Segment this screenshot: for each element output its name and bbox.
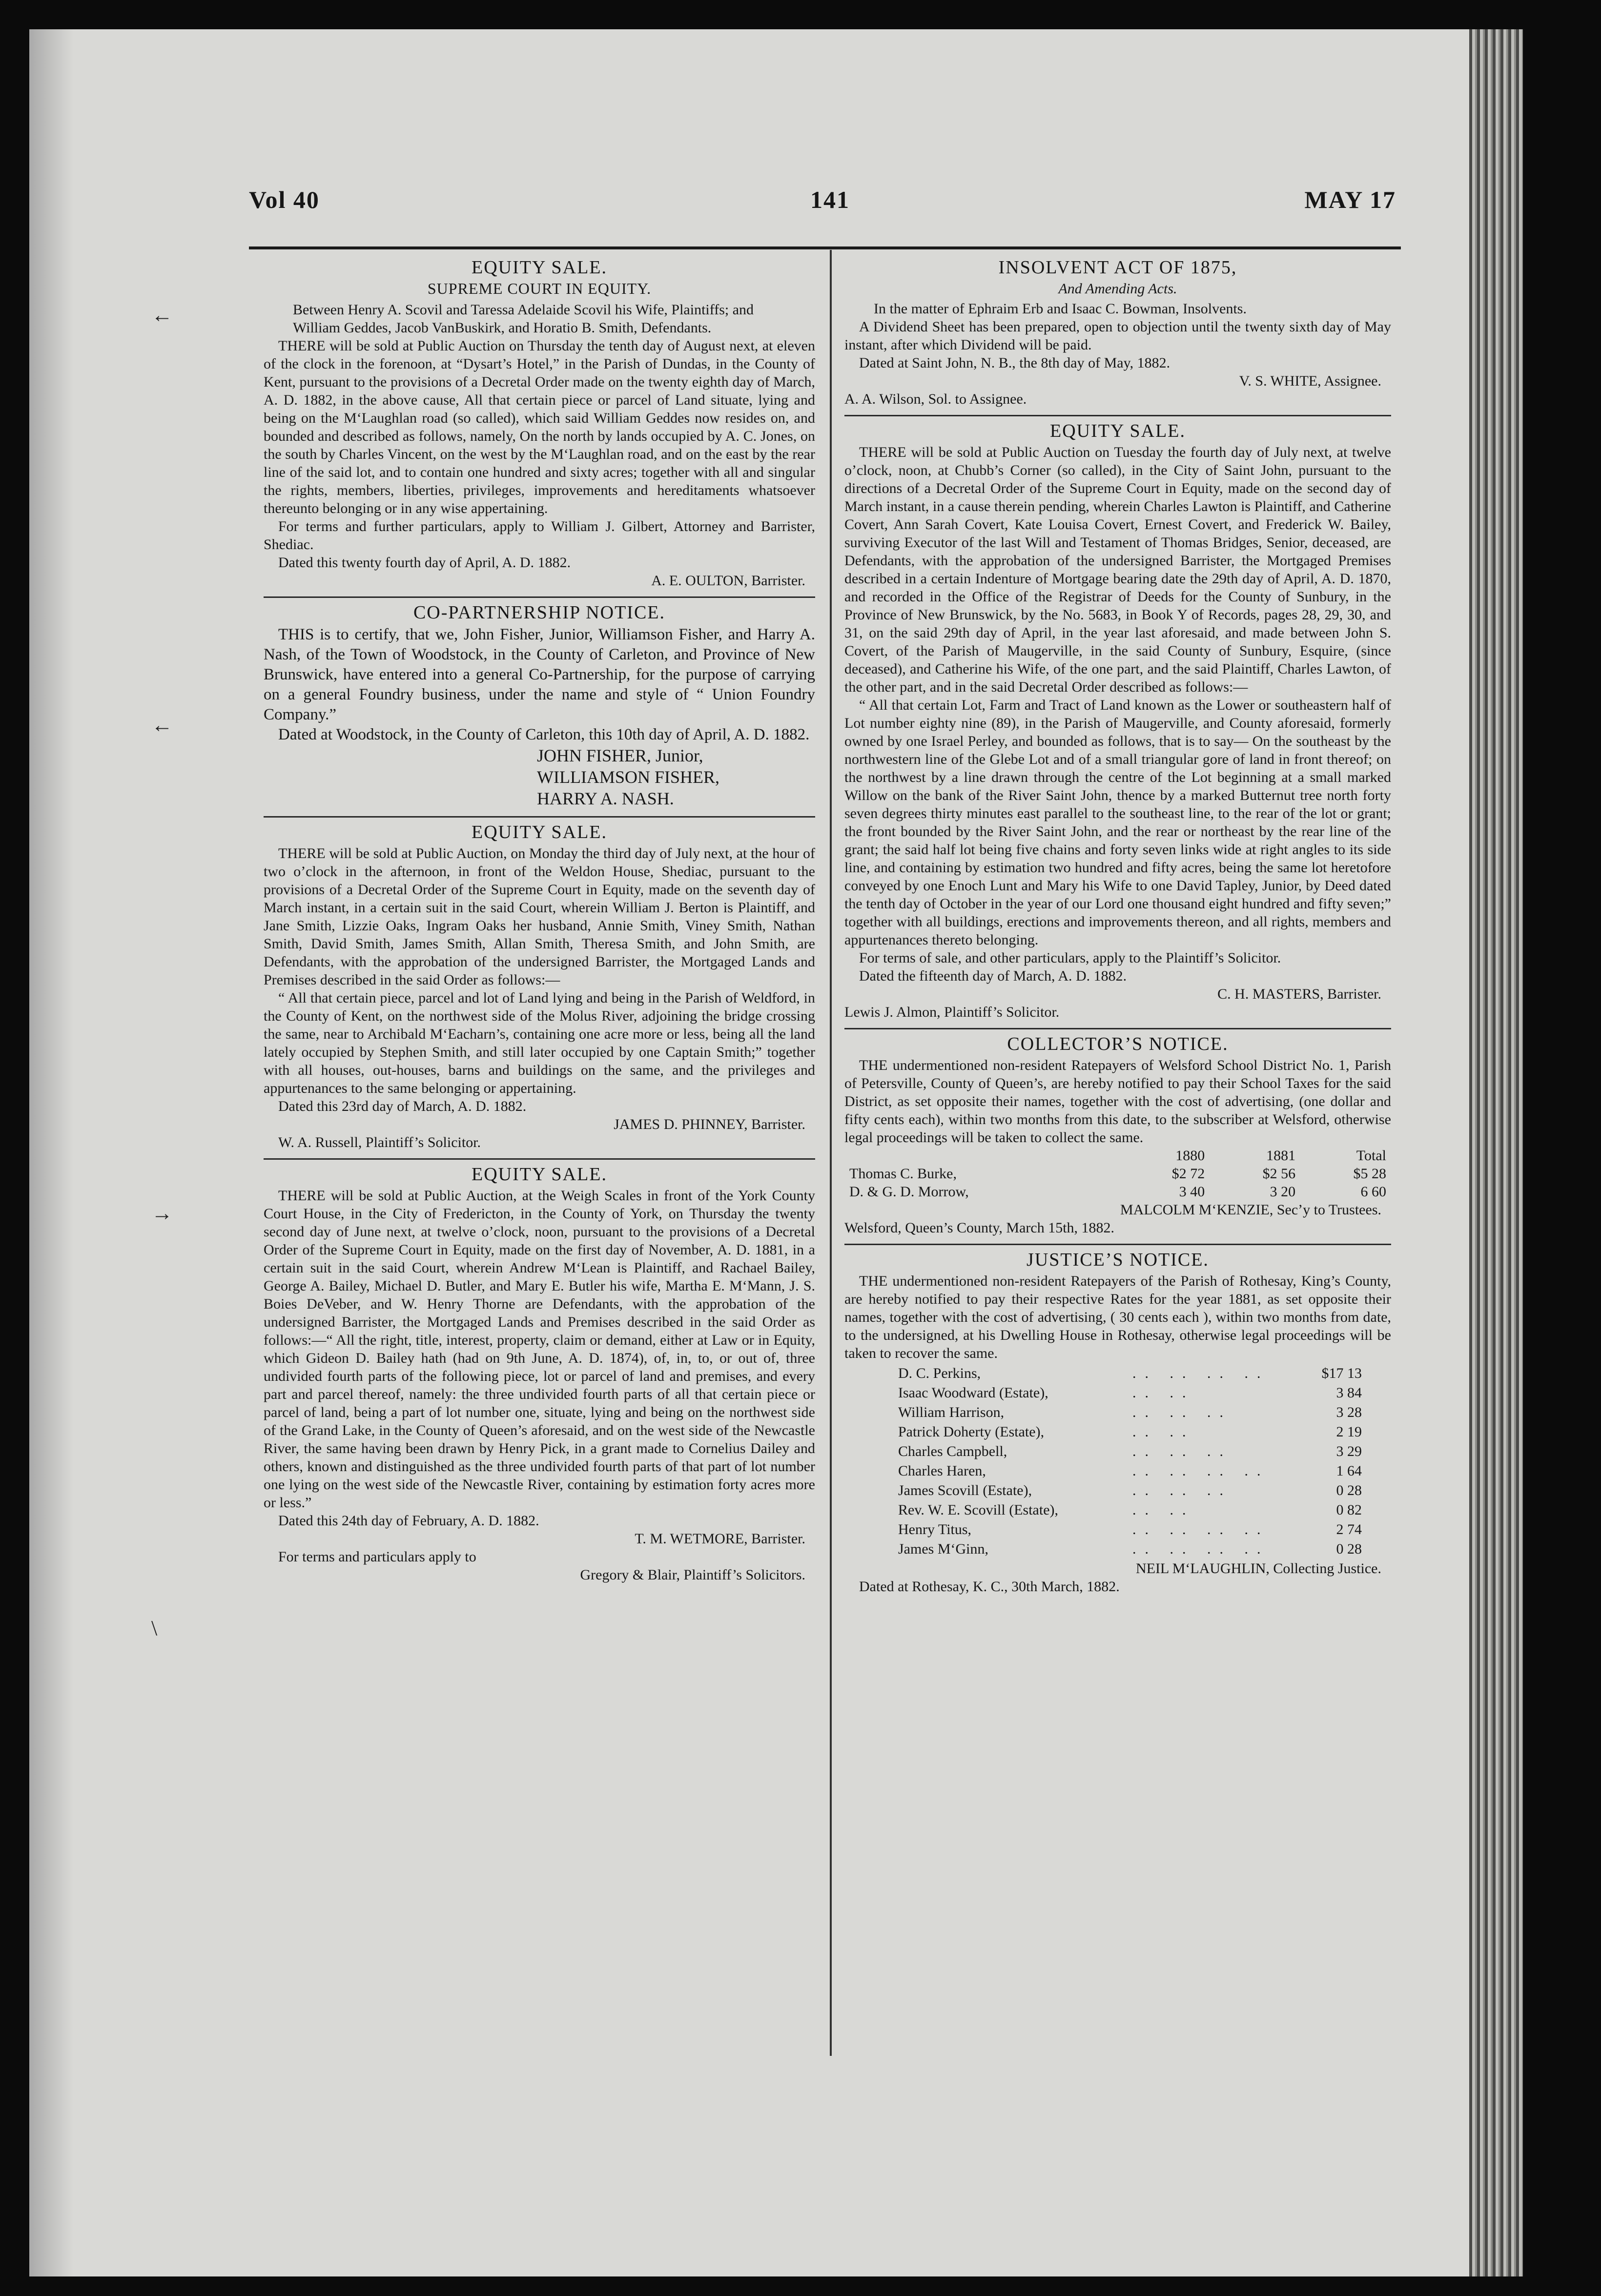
table-row xyxy=(844,1165,1391,1183)
equity-sale-notice-dundas xyxy=(264,259,815,590)
leader-dots: .. .. xyxy=(1132,1424,1195,1440)
notice-separator xyxy=(844,1028,1391,1029)
notice-separator xyxy=(264,816,815,818)
leader-dots: .. .. xyxy=(1132,1502,1195,1518)
column-divider xyxy=(830,250,832,2056)
solicitor: Gregory & Blair, Plaintiff’s Solicitors. xyxy=(580,1567,805,1583)
insolvency-matter: In the matter of Ephraim Erb and Isaac C. Bowman, Insolvents. xyxy=(874,301,1247,317)
rate-amount: 2 74 xyxy=(1336,1521,1362,1538)
list-item xyxy=(844,1384,1391,1403)
plaintiffs: Between Henry A. Scovil and Taressa Adelaide Scovil his Wife, Plaintiffs; and xyxy=(293,302,754,318)
amount-1881: $2 56 xyxy=(1262,1166,1296,1182)
property-description: “ All that certain piece, parcel and lot of Land lying and being in the Parish of Weldford, in the County of Kent, on the northwest side of the Molus River, adjoining the bridge crossing the same, near to Archibald M‘Eacharn’s, containing one acre more or less, being all the land lately occupied by Stephen Smith, and still later occupied by one Captain Smith;” together with all houses, out-houses, barns and buildings on the same, and the privileges and appurtenances to the same belonging or appertaining. xyxy=(264,990,815,1096)
ratepayer-name: Charles Haren, xyxy=(898,1463,986,1479)
rate-amount: 0 82 xyxy=(1336,1502,1362,1518)
leader-dots: .. .. .. .. xyxy=(1132,1521,1270,1538)
amount-1880: 3 40 xyxy=(1179,1184,1205,1200)
notice-dated: Dated this 24th day of February, A. D. 1882. xyxy=(278,1513,539,1529)
notice-title: COLLECTOR’S NOTICE. xyxy=(1007,1034,1229,1054)
notice-separator xyxy=(844,1244,1391,1245)
ratepayer-name: Patrick Doherty (Estate), xyxy=(898,1424,1045,1440)
amount-total: 6 60 xyxy=(1360,1184,1386,1200)
rate-amount: 3 28 xyxy=(1336,1404,1362,1420)
column-header: 1880 xyxy=(1175,1148,1205,1164)
list-item xyxy=(844,1501,1391,1520)
ratepayer-name: Isaac Woodward (Estate), xyxy=(898,1385,1048,1401)
equity-sale-notice-saint-john xyxy=(844,422,1391,1021)
collectors-notice xyxy=(844,1035,1391,1237)
property-description: “ All that certain Lot, Farm and Tract of Land known as the Lower or southeastern half of Lot number eighty nine (89), in the Parish of Maugerville, and County aforesaid, formerly owned by one Israel Perley, and bounded as follows, that is to say— On the southeast by the northwestern line of the Glebe Lot and of a small triangular gore of land in front thereof; on the northwest by a line drawn through the centre of the Lot beginning at a small marked Willow on the bank of the River Saint John, thence by a marked Butternut tree north forty seven degrees thirty minutes east parallel to the southeast line, to the rear of the lot or grant; the front bounded by the River Saint John, and the rear or northeast by the rear line of the grant; the said half lot being five chains and forty seven links wide at right angles to its side line, and containing by estimation two hundred and fifty acres, being the same lot heretofore conveyed by one Enoch Lunt and Mary his Wife to one David Tapley, Junior, by Deed dated the tenth day of October in the year of our Lord one thousand eight hundred and fifty seven;” together with all buildings, erections and improvements thereon, and all rights, members and appurtenances thereto belonging. xyxy=(844,697,1391,948)
notice-separator xyxy=(264,1158,815,1160)
list-item xyxy=(844,1462,1391,1481)
notice-signature: T. M. WETMORE, Barrister. xyxy=(635,1531,805,1547)
insolvent-act-notice xyxy=(844,259,1391,408)
solicitor: W. A. Russell, Plaintiff’s Solicitor. xyxy=(278,1134,481,1150)
notice-body: THERE will be sold at Public Auction on Thursday the tenth day of August next, at eleven of the clock in the forenoon, at “Dysart’s Hotel,” in the Parish of Dundas, in the County of Kent, pursuant to the provisions of a Decretal Order made on the twenty eighth day of March, A. D. 1882, in the above cause, All that certain piece or parcel of Land situate, lying and being on the M‘Laughlan road (so called), which said William Geddes now resides on, and bounded and described as follows, namely, On the north by lands occupied by A. C. Jones, on the south by Charles Vincent, on the west by the M‘Laughlan road, and on the east by the rear line of the said lot, and to contain one hundred and sixty acres; together with all and singular the rights, members, liberties, privileges, improvements and hereditaments whatsoever thereunto belonging or in any wise appertaining. xyxy=(264,338,815,516)
notice-title: INSOLVENT ACT OF 1875, xyxy=(998,257,1237,278)
page-gutter xyxy=(29,29,73,2276)
header-rule xyxy=(249,246,1401,249)
page-number: 141 xyxy=(810,186,850,213)
list-item xyxy=(844,1520,1391,1540)
list-item xyxy=(844,1423,1391,1442)
volume-number: Vol 40 xyxy=(249,186,320,213)
notice-body: A Dividend Sheet has been prepared, open to objection until the twenty sixth day of May instant, after which Dividend will be paid. xyxy=(844,319,1391,353)
leader-dots: .. .. .. xyxy=(1132,1482,1232,1498)
amount-1880: $2 72 xyxy=(1171,1166,1205,1182)
ratepayer-name: Henry Titus, xyxy=(898,1521,972,1538)
ratepayer-name: Charles Campbell, xyxy=(898,1443,1007,1459)
ratepayer-name: William Harrison, xyxy=(898,1404,1005,1420)
co-partnership-notice xyxy=(264,604,815,809)
rate-amount: 1 64 xyxy=(1336,1463,1362,1479)
notice-title: CO-PARTNERSHIP NOTICE. xyxy=(413,602,666,623)
notice-body: THERE will be sold at Public Auction on Tuesday the fourth day of July next, at twelve o’clock, noon, at Chubb’s Corner (so called), in the City of Saint John, pursuant to the directions of a Decretal Order of the Supreme Court in Equity, made on the second day of March instant, in a cause therein pending, wherein Charles Lawton is Plaintiff, and Catherine Covert, Ann Sarah Covert, Kate Louisa Covert, Ernest Covert, and Frederick W. Bailey, surviving Executor of the last Will and Testament of Thomas Bridges, Senior, deceased, are Defendants, with the approbation of the undersigned Barrister, the Mortgaged Premises described in a certain Indenture of Mortgage bearing date the 29th day of April, A. D. 1870, and recorded in the Office of the Registrar of Deeds for the County of Sunbury, in the Province of New Brunswick, by the No. 5683, in Book Y of Records, pages 28, 29, 30, and 31, on the said 29th day of April, in the year last aforesaid, and made between John S. Covert, of the Parish of Maugerville, in the said County of Sunbury, Esquire, (since deceased), and Catherine his Wife, of the one part, and the said Plaintiff, Charles Lawton, of the other part, and in the said Decretal Order described as follows:— xyxy=(844,444,1391,695)
court-name: SUPREME COURT IN EQUITY. xyxy=(427,280,652,297)
list-item xyxy=(844,1403,1391,1423)
ratepayer-name: D. & G. D. Morrow, xyxy=(849,1184,969,1200)
equity-sale-notice-shediac xyxy=(264,823,815,1151)
notice-body: THIS is to certify, that we, John Fisher, Junior, Williamson Fisher, and Harry A. Nash, of the Town of Woodstock, in the County of Carleton, and Province of New Brunswick, have entered into a general Co-Partnership, for the purpose of carrying on a general Foundry business, under the name and style of “ Union Foundry Company.” xyxy=(264,626,815,723)
signatory: WILLIAMSON FISHER, xyxy=(537,767,719,787)
notice-body: THERE will be sold at Public Auction, at the Weigh Scales in front of the York County Court House, in the City of Fredericton, in the County of York, on Thursday the twenty second day of June next, at twelve o’clock, noon, pursuant to the provisions of a Decretal Order of the Supreme Court in Equity, made on the first day of November, A. D. 1881, in a certain suit in the said Court, wherein Andrew M‘Lean is Plaintiff, and Rachael Bailey, George A. Bailey, Michael D. Butler, and Mary E. Butler his wife, Martha E. M‘Mann, J. S. Boies DeVeber, and W. Henry Thorne are Defendants, with the approbation of the undersigned Barrister, the Mortgaged Lands and Premises described in the said Order as follows:—“ All the right, title, interest, property, claim or demand, either at Law or in Equity, which Gideon D. Bailey hath (had on 9th June, A. D. 1874), of, in, to, or out of, three undivided fourth parts of the following piece, lot or parcel of land and premises, and every part and parcel thereof, namely: the three undivided fourth parts of all that certain piece or parcel of land, being a part of lot number one, situate, lying and being on the northwest side of the Grand Lake, in the County of Queen’s aforesaid, and on the west side of the Newcastle River, the same having been drawn by Henry Pick, in a grant made to Cornelius Dailey and others, known and distinguished as the three undivided fourth parts of that part of lot number one lying on the west side of the Newcastle River, containing by estimation forty acres more or less.” xyxy=(264,1188,815,1511)
notice-dated: Dated at Saint John, N. B., the 8th day of May, 1882. xyxy=(859,355,1170,371)
rate-amount: 3 29 xyxy=(1336,1443,1362,1459)
ratepayer-list xyxy=(844,1364,1391,1559)
notice-terms: For terms of sale, and other particulars, apply to the Plaintiff’s Solicitor. xyxy=(859,950,1281,966)
margin-mark: ← xyxy=(151,303,173,327)
notice-title: EQUITY SALE. xyxy=(1050,421,1186,441)
notice-signature: MALCOLM M‘KENZIE, Sec’y to Trustees. xyxy=(1120,1202,1381,1218)
table-header-row xyxy=(844,1147,1391,1165)
right-column xyxy=(844,259,1391,1596)
notice-title: EQUITY SALE. xyxy=(472,1164,607,1185)
notice-dated: Dated the fifteenth day of March, A. D. 1882. xyxy=(859,968,1127,984)
ratepayer-name: James Scovill (Estate), xyxy=(898,1482,1032,1498)
rate-amount: 3 84 xyxy=(1336,1385,1362,1401)
ratepayer-name: Thomas C. Burke, xyxy=(849,1166,957,1182)
notice-signature: C. H. MASTERS, Barrister. xyxy=(1217,986,1381,1002)
ratepayer-name: Rev. W. E. Scovill (Estate), xyxy=(898,1502,1059,1518)
leader-dots: .. .. .. xyxy=(1132,1443,1232,1459)
solicitor: Lewis J. Almon, Plaintiff’s Solicitor. xyxy=(844,1004,1060,1020)
ratepayer-name: D. C. Perkins, xyxy=(898,1365,981,1381)
notice-dated: Dated this twenty fourth day of April, A. D. 1882. xyxy=(278,554,571,571)
signatory: JOHN FISHER, Junior, xyxy=(537,746,703,765)
leader-dots: .. .. .. xyxy=(1132,1404,1232,1420)
list-item xyxy=(844,1481,1391,1501)
column-header: Total xyxy=(1356,1148,1386,1164)
tax-table xyxy=(844,1147,1391,1201)
column-header: 1881 xyxy=(1266,1148,1296,1164)
gazette-page xyxy=(29,29,1523,2276)
notice-dated: Dated at Woodstock, in the County of Carleton, this 10th day of April, A. D. 1882. xyxy=(278,726,810,743)
running-header xyxy=(249,185,1396,244)
margin-mark: \ xyxy=(151,1616,158,1640)
solicitor: A. A. Wilson, Sol. to Assignee. xyxy=(844,391,1027,407)
list-item xyxy=(844,1442,1391,1462)
ratepayer-name: James M‘Ginn, xyxy=(898,1541,988,1557)
notice-title: JUSTICE’S NOTICE. xyxy=(1026,1250,1209,1270)
notice-dated: Dated this 23rd day of March, A. D. 1882. xyxy=(278,1098,527,1114)
notice-signature: NEIL M‘LAUGHLIN, Collecting Justice. xyxy=(1136,1560,1381,1577)
leader-dots: .. .. xyxy=(1132,1385,1195,1401)
rate-amount: 0 28 xyxy=(1336,1482,1362,1498)
list-item xyxy=(844,1364,1391,1384)
leader-dots: .. .. .. .. xyxy=(1132,1541,1270,1557)
amount-1881: 3 20 xyxy=(1270,1184,1296,1200)
notice-title: EQUITY SALE. xyxy=(472,822,607,842)
amount-total: $5 28 xyxy=(1353,1166,1386,1182)
notice-terms: For terms and further particulars, apply to William J. Gilbert, Attorney and Barrister, Shediac. xyxy=(264,518,815,553)
notice-terms: For terms and particulars apply to xyxy=(278,1549,476,1565)
leader-dots: .. .. .. .. xyxy=(1132,1463,1270,1479)
notice-dated: Dated at Rothesay, K. C., 30th March, 1882. xyxy=(859,1578,1120,1595)
notice-signature: V. S. WHITE, Assignee. xyxy=(1239,373,1381,389)
issue-date: MAY 17 xyxy=(1304,186,1396,213)
notice-subtitle: And Amending Acts. xyxy=(1058,281,1177,297)
notice-title: EQUITY SALE. xyxy=(472,257,607,278)
rate-amount: $17 13 xyxy=(1321,1365,1362,1381)
defendants: William Geddes, Jacob VanBuskirk, and Horatio B. Smith, Defendants. xyxy=(293,320,712,336)
notice-dated: Welsford, Queen’s County, March 15th, 1882. xyxy=(844,1220,1115,1236)
leader-dots: .. .. .. .. xyxy=(1132,1365,1270,1381)
notice-body: THE undermentioned non-resident Ratepayers of the Parish of Rothesay, King’s County, are hereby notified to pay their respective Rates for the year 1881, as set opposite their names, together with the cost of advertising, ( 30 cents each ), within two months from date, to the undersigned, at his Dwelling House in Rothesay, otherwise legal proceedings will be taken to recover the same. xyxy=(844,1273,1391,1361)
notice-body: THE undermentioned non-resident Ratepayers of Welsford School District No. 1, Parish of Petersville, County of Queen’s, are hereby notified to pay their School Taxes for the said District, as set opposite their names, together with the cost of advertising, (one dollar and fifty cents each), within two months from this date, to the subscriber at Welsford, otherwise legal proceedings will be taken to collect the same. xyxy=(844,1057,1391,1146)
list-item xyxy=(844,1540,1391,1559)
equity-sale-notice-fredericton xyxy=(264,1166,815,1584)
notice-separator xyxy=(264,596,815,598)
notice-body: THERE will be sold at Public Auction, on Monday the third day of July next, at the hour of two o’clock in the afternoon, in front of the Weldon House, Shediac, pursuant to the provisions of a Decretal Order of the Supreme Court in Equity, made on the seventh day of March instant, in a certain suit in the said Court, wherein William J. Berton is Plaintiff, and Jane Smith, Lizzie Oaks, Ingram Oaks her husband, Annie Smith, Viney Smith, Nathan Smith, David Smith, James Smith, Allan Smith, Theresa Smith, and John Smith, are Defendants, with the approbation of the undersigned Barrister, the Mortgaged Lands and Premises described in the said Order as follows:— xyxy=(264,845,815,988)
table-row xyxy=(844,1183,1391,1201)
rate-amount: 0 28 xyxy=(1336,1541,1362,1557)
margin-mark: ← xyxy=(151,713,173,737)
rate-amount: 2 19 xyxy=(1336,1424,1362,1440)
notice-signature: JAMES D. PHINNEY, Barrister. xyxy=(614,1116,805,1132)
left-column xyxy=(264,259,815,1584)
signatories xyxy=(264,745,815,809)
notice-signature: A. E. OULTON, Barrister. xyxy=(651,573,805,589)
notice-separator xyxy=(844,415,1391,416)
page-edge-stack xyxy=(1469,29,1523,2276)
justices-notice xyxy=(844,1251,1391,1596)
margin-mark: → xyxy=(151,1201,173,1225)
signatory: HARRY A. NASH. xyxy=(537,789,674,808)
